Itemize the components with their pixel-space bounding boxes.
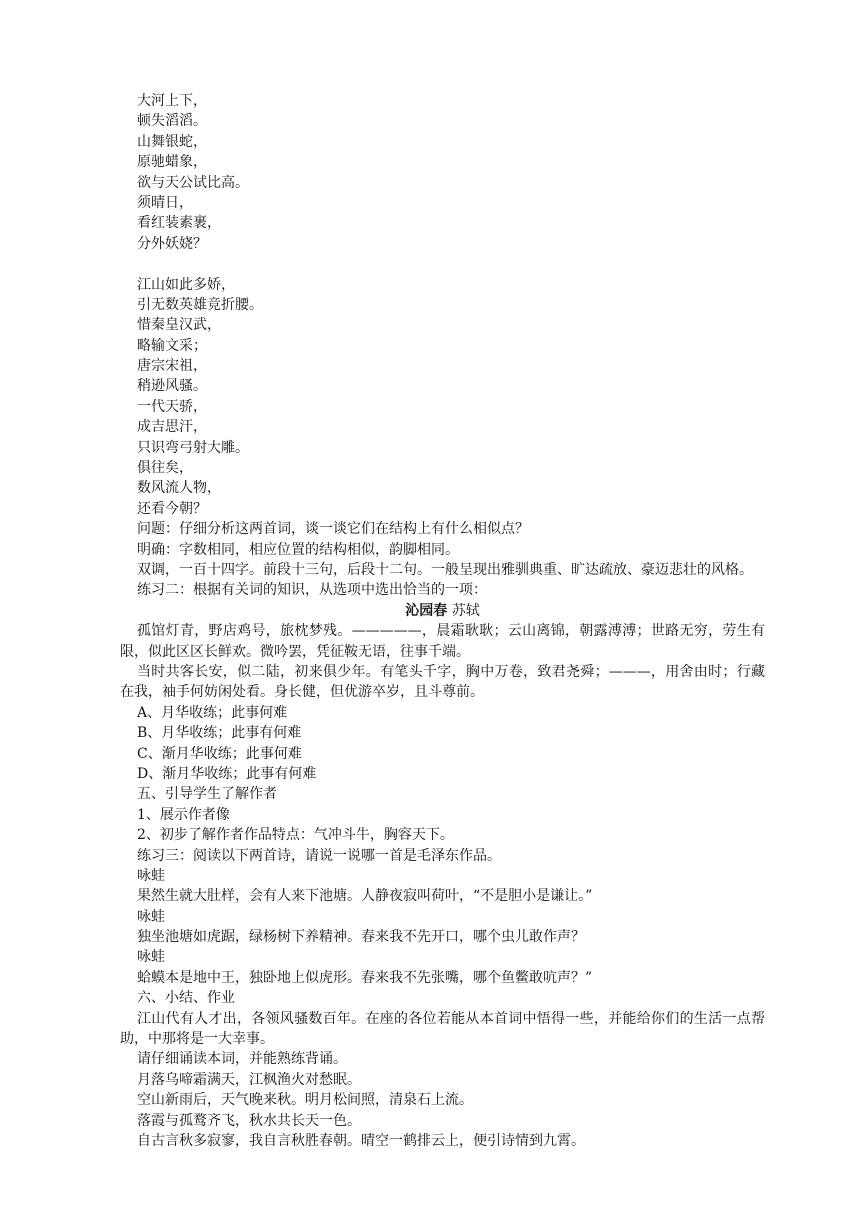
poem-line: 数风流人物， [137, 480, 221, 497]
frog-poem-title: 咏蛙 [137, 908, 165, 925]
poem-line: 看红装素裹， [137, 215, 221, 232]
option-b: B、月华收练；此事有何难 [137, 725, 302, 742]
poem-line: 大河上下， [137, 93, 207, 109]
poem-author: 苏轼 [451, 602, 480, 619]
poem-line: 一代天骄， [137, 398, 207, 415]
section-5-heading: 五、引导学生了解作者 [137, 786, 277, 803]
frog-poem-title: 咏蛙 [137, 867, 165, 884]
poem-line: 引无数英雄竞折腰。 [137, 296, 263, 313]
section-5-item-2: 2、初步了解作者作品特点：气冲斗牛，胸容天下。 [137, 827, 454, 844]
section-5-item-1: 1、展示作者像 [137, 806, 230, 823]
frog-poem-text: 果然生就大肚样，会有人来下池塘。人静夜寂叫荷叶，“不是胆小是谦让。” [137, 888, 593, 905]
recite-instruction: 请仔细诵读本词，并能熟练背诵。 [137, 1051, 347, 1068]
question-text: 问题：仔细分析这两首词，谈一谈它们在结构上有什么相似点？ [137, 521, 529, 538]
poem-line: 江山如此多娇， [137, 276, 235, 293]
option-d: D、渐月华收练；此事有何难 [137, 765, 317, 782]
poem-line: 还看今朝？ [137, 500, 207, 517]
exercise-2-prompt: 练习二：根据有关词的知识，从选项中选出恰当的一项： [137, 582, 487, 599]
shuangdiao-paragraph: 双调，一百十四字。前段十三句，后段十二句。一般呈现出雅驯典重、旷达疏放、豪迈悲壮的风格。 [137, 561, 753, 578]
poem-line: 欲与天公试比高。 [137, 174, 249, 191]
option-c: C、渐月华收练；此事何难 [137, 745, 302, 762]
frog-poem-title: 咏蛙 [137, 949, 165, 966]
frog-poem-text: 独坐池塘如虎踞，绿杨树下养精神。春来我不先开口，哪个虫儿敢作声？ [137, 929, 585, 946]
poem-line: 分外妖娆？ [137, 235, 207, 252]
qinyuanchun-paragraph-1: 孤馆灯青，野店鸡号，旅枕梦残。—————，晨霜耿耿；云山离锦，朝露溥溥；世路无穷，劳生有限，似此区区长鲜欢。微吟罢，凭征鞍无语，往事千端。 [120, 623, 765, 660]
poem-line: 成吉思汗， [137, 419, 207, 436]
answer-text: 明确：字数相同，相应位置的结构相似，韵脚相同。 [137, 541, 459, 558]
section-6-heading: 六、小结、作业 [137, 990, 235, 1007]
document-body [120, 91, 765, 1151]
poem-line: 略输文采； [137, 337, 207, 354]
poem-line: 只识弯弓射大雕。 [137, 439, 249, 456]
verse-line: 月落乌啼霜满天，江枫渔火对愁眠。 [137, 1071, 361, 1088]
poem-line: 唐宗宋祖， [137, 358, 207, 375]
qinyuanchun-paragraph-2: 当时共客长安，似二陆，初来俱少年。有笔头千字，胸中万卷，致君尧舜；———，用舍由时；行藏在我，袖手何妨闲处看。身长健，但优游卒岁，且斗尊前。 [120, 663, 765, 701]
verse-line: 自古言秋多寂寥，我自言秋胜春朝。晴空一鹤排云上，便引诗情到九霄。 [137, 1133, 585, 1150]
verse-line: 空山新雨后，天气晚来秋。明月松间照，清泉石上流。 [137, 1092, 473, 1109]
exercise-3-prompt: 练习三：阅读以下两首诗，请说一说哪一首是毛泽东作品。 [137, 847, 501, 864]
poem-line: 惜秦皇汉武， [137, 317, 221, 334]
poem-line: 原驰蜡象， [137, 154, 207, 171]
frog-poem-text: 蛤蟆本是地中王，独卧地上似虎形。春来我不先张嘴，哪个鱼鳖敢吭声？” [137, 969, 593, 986]
summary-paragraph: 江山代有人才出，各领风骚数百年。在座的各位若能从本首词中悟得一些，并能给你们的生活一点帮助，中那将是一大幸事。 [120, 1010, 765, 1048]
option-a: A、月华收练；此事何难 [137, 704, 288, 721]
poem-line: 须晴日， [137, 194, 193, 211]
poem-line: 俱往矣， [137, 460, 193, 477]
poem-title: 沁园春 [405, 602, 448, 619]
stanza-break [120, 254, 765, 274]
poem-line: 顿失滔滔。 [137, 113, 207, 130]
qinyuanchun-title [120, 601, 765, 621]
poem-line: 山舞银蛇， [137, 133, 207, 150]
poem-line: 稍逊风骚。 [137, 378, 207, 395]
verse-line: 落霞与孤鹜齐飞，秋水共长天一色。 [137, 1112, 361, 1129]
